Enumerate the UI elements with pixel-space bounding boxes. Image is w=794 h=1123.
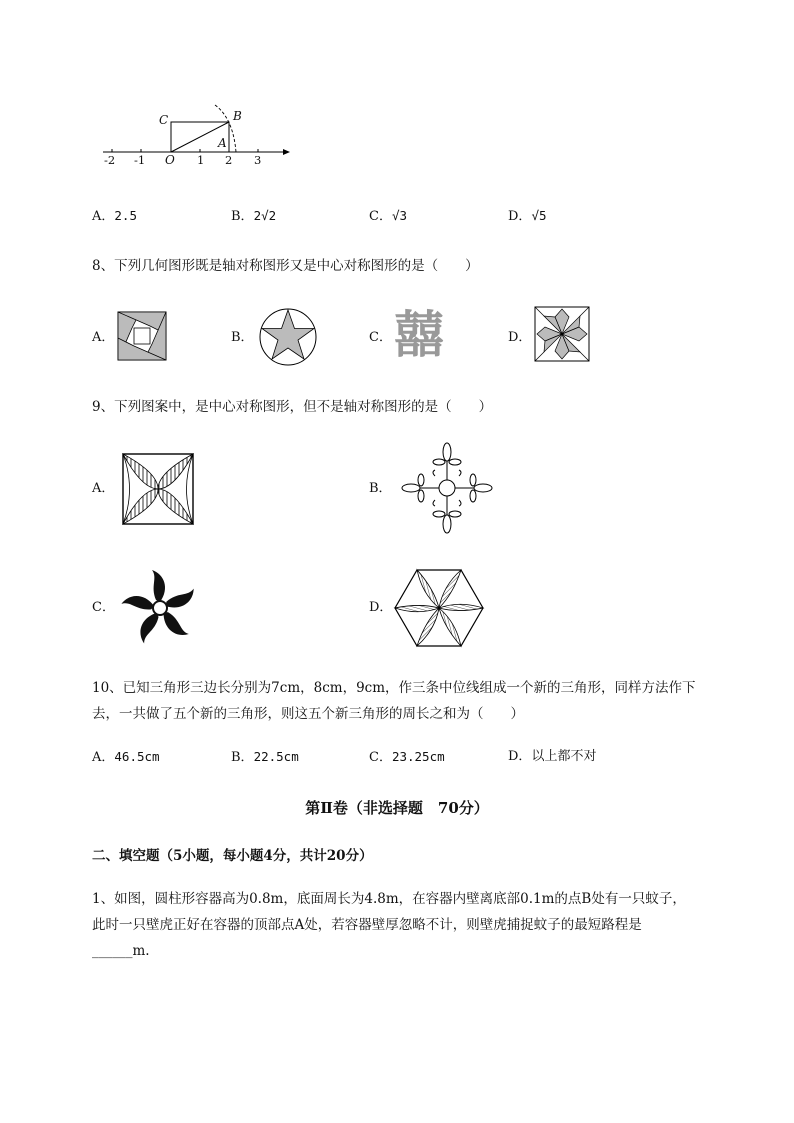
q9-option-a-label[interactable]: A． — [92, 481, 115, 496]
q10-option-a[interactable]: A．46.5cm — [92, 749, 160, 765]
tick-label: -1 — [134, 153, 146, 167]
q9-option-d-label[interactable]: D． — [369, 600, 393, 615]
flower-cross-figure — [399, 440, 495, 536]
q8-option-a-label[interactable]: A． — [92, 330, 115, 345]
option-d[interactable]: D．√5 — [508, 208, 547, 224]
question-10-stem-line1: 10、已知三角形三边长分别为7cm，8cm，9cm，作三条中位线组成一个新的三角形，同样方法作下 — [92, 680, 696, 696]
option-b[interactable]: B．2√2 — [231, 208, 277, 224]
tick-label: O — [165, 153, 175, 167]
q9-option-c-label[interactable]: C． — [92, 600, 115, 615]
tick-label: -2 — [104, 153, 116, 167]
fill-q1-line2: 此时一只壁虎正好在容器的顶部点A处，若容器壁厚忽略不计，则壁虎捕捉蚊子的最短路程是 — [92, 917, 642, 933]
star-in-circle-figure — [259, 308, 319, 368]
q8-option-b-label[interactable]: B． — [231, 330, 254, 345]
fill-q1-line1: 1、如图，圆柱形容器高为0.8m，底面周长为4.8m，在容器内壁离底部0.1m的点B处有一只蚊子， — [92, 891, 686, 907]
question-8-stem: 8、下列几何图形既是轴对称图形又是中心对称图形的是（ ） — [92, 258, 479, 274]
hexagon-leaf-figure — [395, 569, 485, 649]
section-title: 二、填空题（5小题，每小题4分，共计20分） — [92, 848, 373, 864]
double-happiness-glyph: 囍 — [394, 306, 444, 364]
pinwheel-square-figure — [118, 312, 168, 362]
option-a[interactable]: A．2.5 — [92, 208, 137, 224]
q9-option-b-label[interactable]: B． — [369, 481, 392, 496]
leaf-square-figure — [122, 453, 194, 525]
q10-option-b[interactable]: B．22.5cm — [231, 749, 299, 765]
tick-label: 2 — [225, 153, 233, 167]
number-line-figure — [95, 100, 295, 180]
part-two-title: 第Ⅱ卷（非选择题 70分） — [305, 799, 489, 817]
q8-option-c-label[interactable]: C． — [369, 330, 392, 345]
label-A: A — [218, 136, 227, 150]
q10-option-c[interactable]: C．23.25cm — [369, 749, 445, 765]
tick-label: 3 — [254, 153, 262, 167]
q10-option-d[interactable]: D．以上都不对 — [508, 749, 597, 764]
fill-q1-answer-blank[interactable]: ______m. — [92, 943, 150, 959]
question-9-stem: 9、下列图案中，是中心对称图形，但不是轴对称图形的是（ ） — [92, 399, 493, 415]
label-C: C — [159, 113, 169, 127]
tick-label: 1 — [197, 153, 205, 167]
q8-option-d-label[interactable]: D． — [508, 330, 532, 345]
swirl-flower-figure — [118, 566, 202, 650]
octagonal-star-square-figure — [535, 307, 591, 363]
option-c[interactable]: C．√3 — [369, 208, 408, 224]
question-10-stem-line2: 去，一共做了五个新的三角形，则这五个新三角形的周长之和为（ ） — [92, 706, 524, 722]
label-B: B — [233, 109, 242, 123]
